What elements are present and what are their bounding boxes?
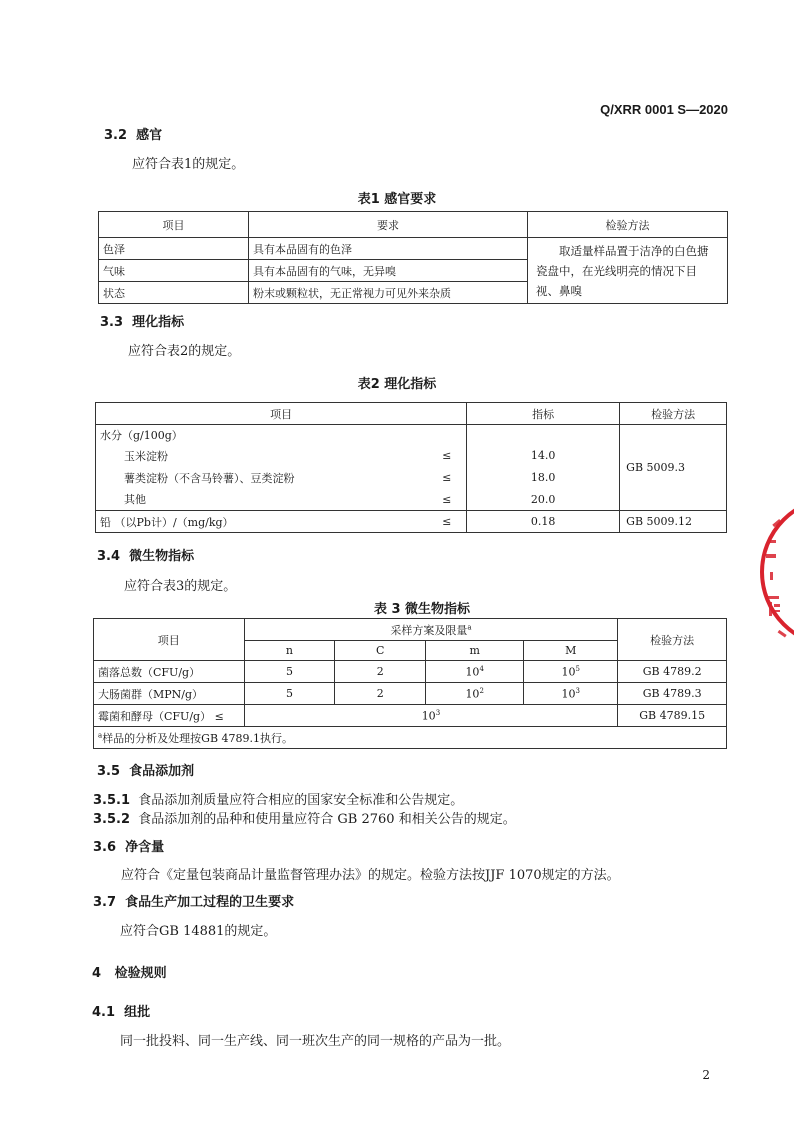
section-3-3-text: 应符合表2的规定。 (128, 344, 241, 359)
section-number: 3.7 (93, 895, 117, 910)
t1-row-req: 具有本品固有的气味，无异嗅 (249, 260, 528, 282)
section-3-4-heading (97, 545, 194, 564)
t3-row-c: 2 (335, 683, 426, 705)
t2-lead-method: GB 5009.12 (620, 511, 727, 533)
t3-row-M (524, 661, 618, 683)
t3-header-item: 项目 (94, 619, 245, 661)
t1-row-req: 具有本品固有的色泽 (249, 238, 528, 260)
t3-row-n: 5 (244, 661, 335, 683)
t3-mould-exp: 3 (435, 708, 441, 717)
t2-header-method: 检验方法 (620, 403, 727, 425)
t3-row-m (426, 661, 524, 683)
t2-item-value: 14.0 (467, 445, 620, 467)
t2-item-name: 薯类淀粉（不含马铃薯）、豆类淀粉 (96, 467, 439, 489)
t2-item-name: 玉米淀粉 (96, 445, 439, 467)
t3-row-M (524, 683, 618, 705)
section-title: 微生物指标 (129, 549, 195, 564)
clause-number: 3.5.2 (93, 812, 131, 827)
t2-lead-name: 铅 （以Pb计）/（mg/kg） (96, 511, 439, 533)
section-title: 感官 (136, 128, 163, 143)
t2-item-op: ≤ (442, 449, 452, 462)
t3-row-method: GB 4789.2 (618, 661, 727, 683)
section-3-3-heading (100, 311, 184, 330)
t1-method-cell: 取适量样品置于洁净的白色搪瓷盘中，在光线明亮的情况下目视、鼻嗅 (528, 238, 728, 304)
t3-row-n: 5 (244, 683, 335, 705)
company-seal-stamp (758, 492, 794, 652)
t3-header-sampling-text: 采样方案及限量 (390, 623, 468, 637)
t3-row-name: 菌落总数（CFU/g） (94, 661, 245, 683)
t3-row-method: GB 4789.3 (618, 683, 727, 705)
table3-microbial (93, 618, 727, 749)
t3-mould-method: GB 4789.15 (618, 705, 727, 727)
section-3-6-heading (93, 836, 164, 855)
t3-sub-m: m (426, 641, 524, 661)
section-title: 食品添加剂 (129, 764, 195, 779)
t2-item-value: 20.0 (467, 489, 620, 511)
section-3-5-heading (97, 760, 194, 779)
clause-text: 食品添加剂质量应符合相应的国家安全标准和公告规定。 (138, 793, 464, 808)
t3-row-M-exp: 5 (575, 664, 580, 673)
t2-header-index: 指标 (467, 403, 620, 425)
t2-item-name: 其他 (96, 489, 439, 511)
page-number: 2 (702, 1068, 710, 1082)
t1-row-name: 色泽 (99, 238, 249, 260)
t2-item-value: 18.0 (467, 467, 620, 489)
section-3-7-heading (93, 891, 294, 910)
table-row (94, 683, 727, 705)
table1-caption: 表1 感官要求 (357, 192, 437, 207)
t3-row-m (426, 683, 524, 705)
t3-header-sampling (244, 619, 618, 641)
table2-caption: 表2 理化指标 (357, 377, 437, 392)
section-3-2-text: 应符合表1的规定。 (132, 157, 245, 172)
section-title: 净含量 (125, 840, 165, 855)
t3-row-M-base: 10 (561, 665, 576, 679)
section-3-4-text: 应符合表3的规定。 (124, 579, 237, 594)
t3-row-name: 大肠菌群（MPN/g） (94, 683, 245, 705)
t2-item-op: ≤ (442, 471, 452, 484)
t3-row-m-exp: 4 (479, 664, 484, 673)
section-number: 3.2 (104, 128, 128, 143)
section-4-heading (92, 962, 167, 981)
t3-mould-value (244, 705, 618, 727)
t1-header-item: 项目 (99, 212, 249, 238)
t3-footnote (94, 727, 727, 749)
t3-footnote-text: 样品的分析及处理按GB 4789.1执行。 (102, 731, 294, 745)
t3-sub-n: n (244, 641, 335, 661)
section-4-1-text: 同一批投料、同一生产线、同一班次生产的同一规格的产品为一批。 (120, 1034, 511, 1049)
t3-row-m-exp: 2 (479, 686, 484, 695)
t3-row-M-base: 10 (561, 687, 576, 701)
table1-sensory (98, 211, 728, 304)
t2-lead-op: ≤ (438, 511, 467, 533)
t3-mould-base: 10 (421, 709, 436, 723)
t2-lead-value: 0.18 (467, 511, 620, 533)
t2-item-op: ≤ (438, 489, 467, 511)
t3-mould-name: 霉菌和酵母（CFU/g） ≤ (94, 705, 245, 727)
t3-row-m-base: 10 (465, 687, 480, 701)
section-3-5-1 (93, 789, 463, 808)
t1-row-name: 状态 (99, 282, 249, 304)
table-row (94, 661, 727, 683)
footnote-marker: a (467, 622, 472, 631)
t3-sub-c: C (335, 641, 426, 661)
t3-row-c: 2 (335, 661, 426, 683)
section-3-2-heading (104, 124, 162, 143)
t3-header-method: 检验方法 (618, 619, 727, 661)
clause-number: 3.5.1 (93, 793, 131, 808)
clause-text: 食品添加剂的品种和使用量应符合 GB 2760 和相关公告的规定。 (138, 812, 516, 827)
t1-header-req: 要求 (249, 212, 528, 238)
t2-moisture-label: 水分（g/100g） (96, 425, 467, 445)
section-number: 3.4 (97, 549, 121, 564)
t3-row-M-exp: 3 (575, 686, 580, 695)
section-number: 4.1 (92, 1005, 116, 1020)
section-4-1-heading (92, 1001, 150, 1020)
section-number: 3.5 (97, 764, 121, 779)
section-title: 食品生产加工过程的卫生要求 (125, 895, 295, 910)
t2-moisture-method: GB 5009.3 (620, 425, 727, 511)
table-row (94, 705, 727, 727)
section-number: 3.6 (93, 840, 117, 855)
t3-sub-M: M (524, 641, 618, 661)
table2-physicochemical (95, 402, 727, 533)
section-title: 组批 (124, 1005, 151, 1020)
t3-row-m-base: 10 (465, 665, 480, 679)
footnote-marker: a (98, 730, 103, 739)
t1-header-method: 检验方法 (528, 212, 728, 238)
t2-header-item: 项目 (96, 403, 467, 425)
section-3-5-2 (93, 808, 516, 827)
t1-row-name: 气味 (99, 260, 249, 282)
section-3-6-text: 应符合《定量包装商品计量监督管理办法》的规定。检验方法按JJF 1070规定的方法。 (121, 868, 620, 883)
section-title: 理化指标 (132, 315, 185, 330)
section-number: 4 (92, 966, 102, 981)
table3-caption: 表 3 微生物指标 (373, 602, 471, 617)
t1-row-req: 粉末或颗粒状，无正常视力可见外来杂质 (249, 282, 528, 304)
section-number: 3.3 (100, 315, 124, 330)
seal-graphic (758, 492, 794, 652)
standard-number: Q/XRR 0001 S—2020 (600, 102, 728, 117)
section-3-7-text: 应符合GB 14881的规定。 (120, 924, 277, 939)
section-title: 检验规则 (114, 966, 167, 981)
